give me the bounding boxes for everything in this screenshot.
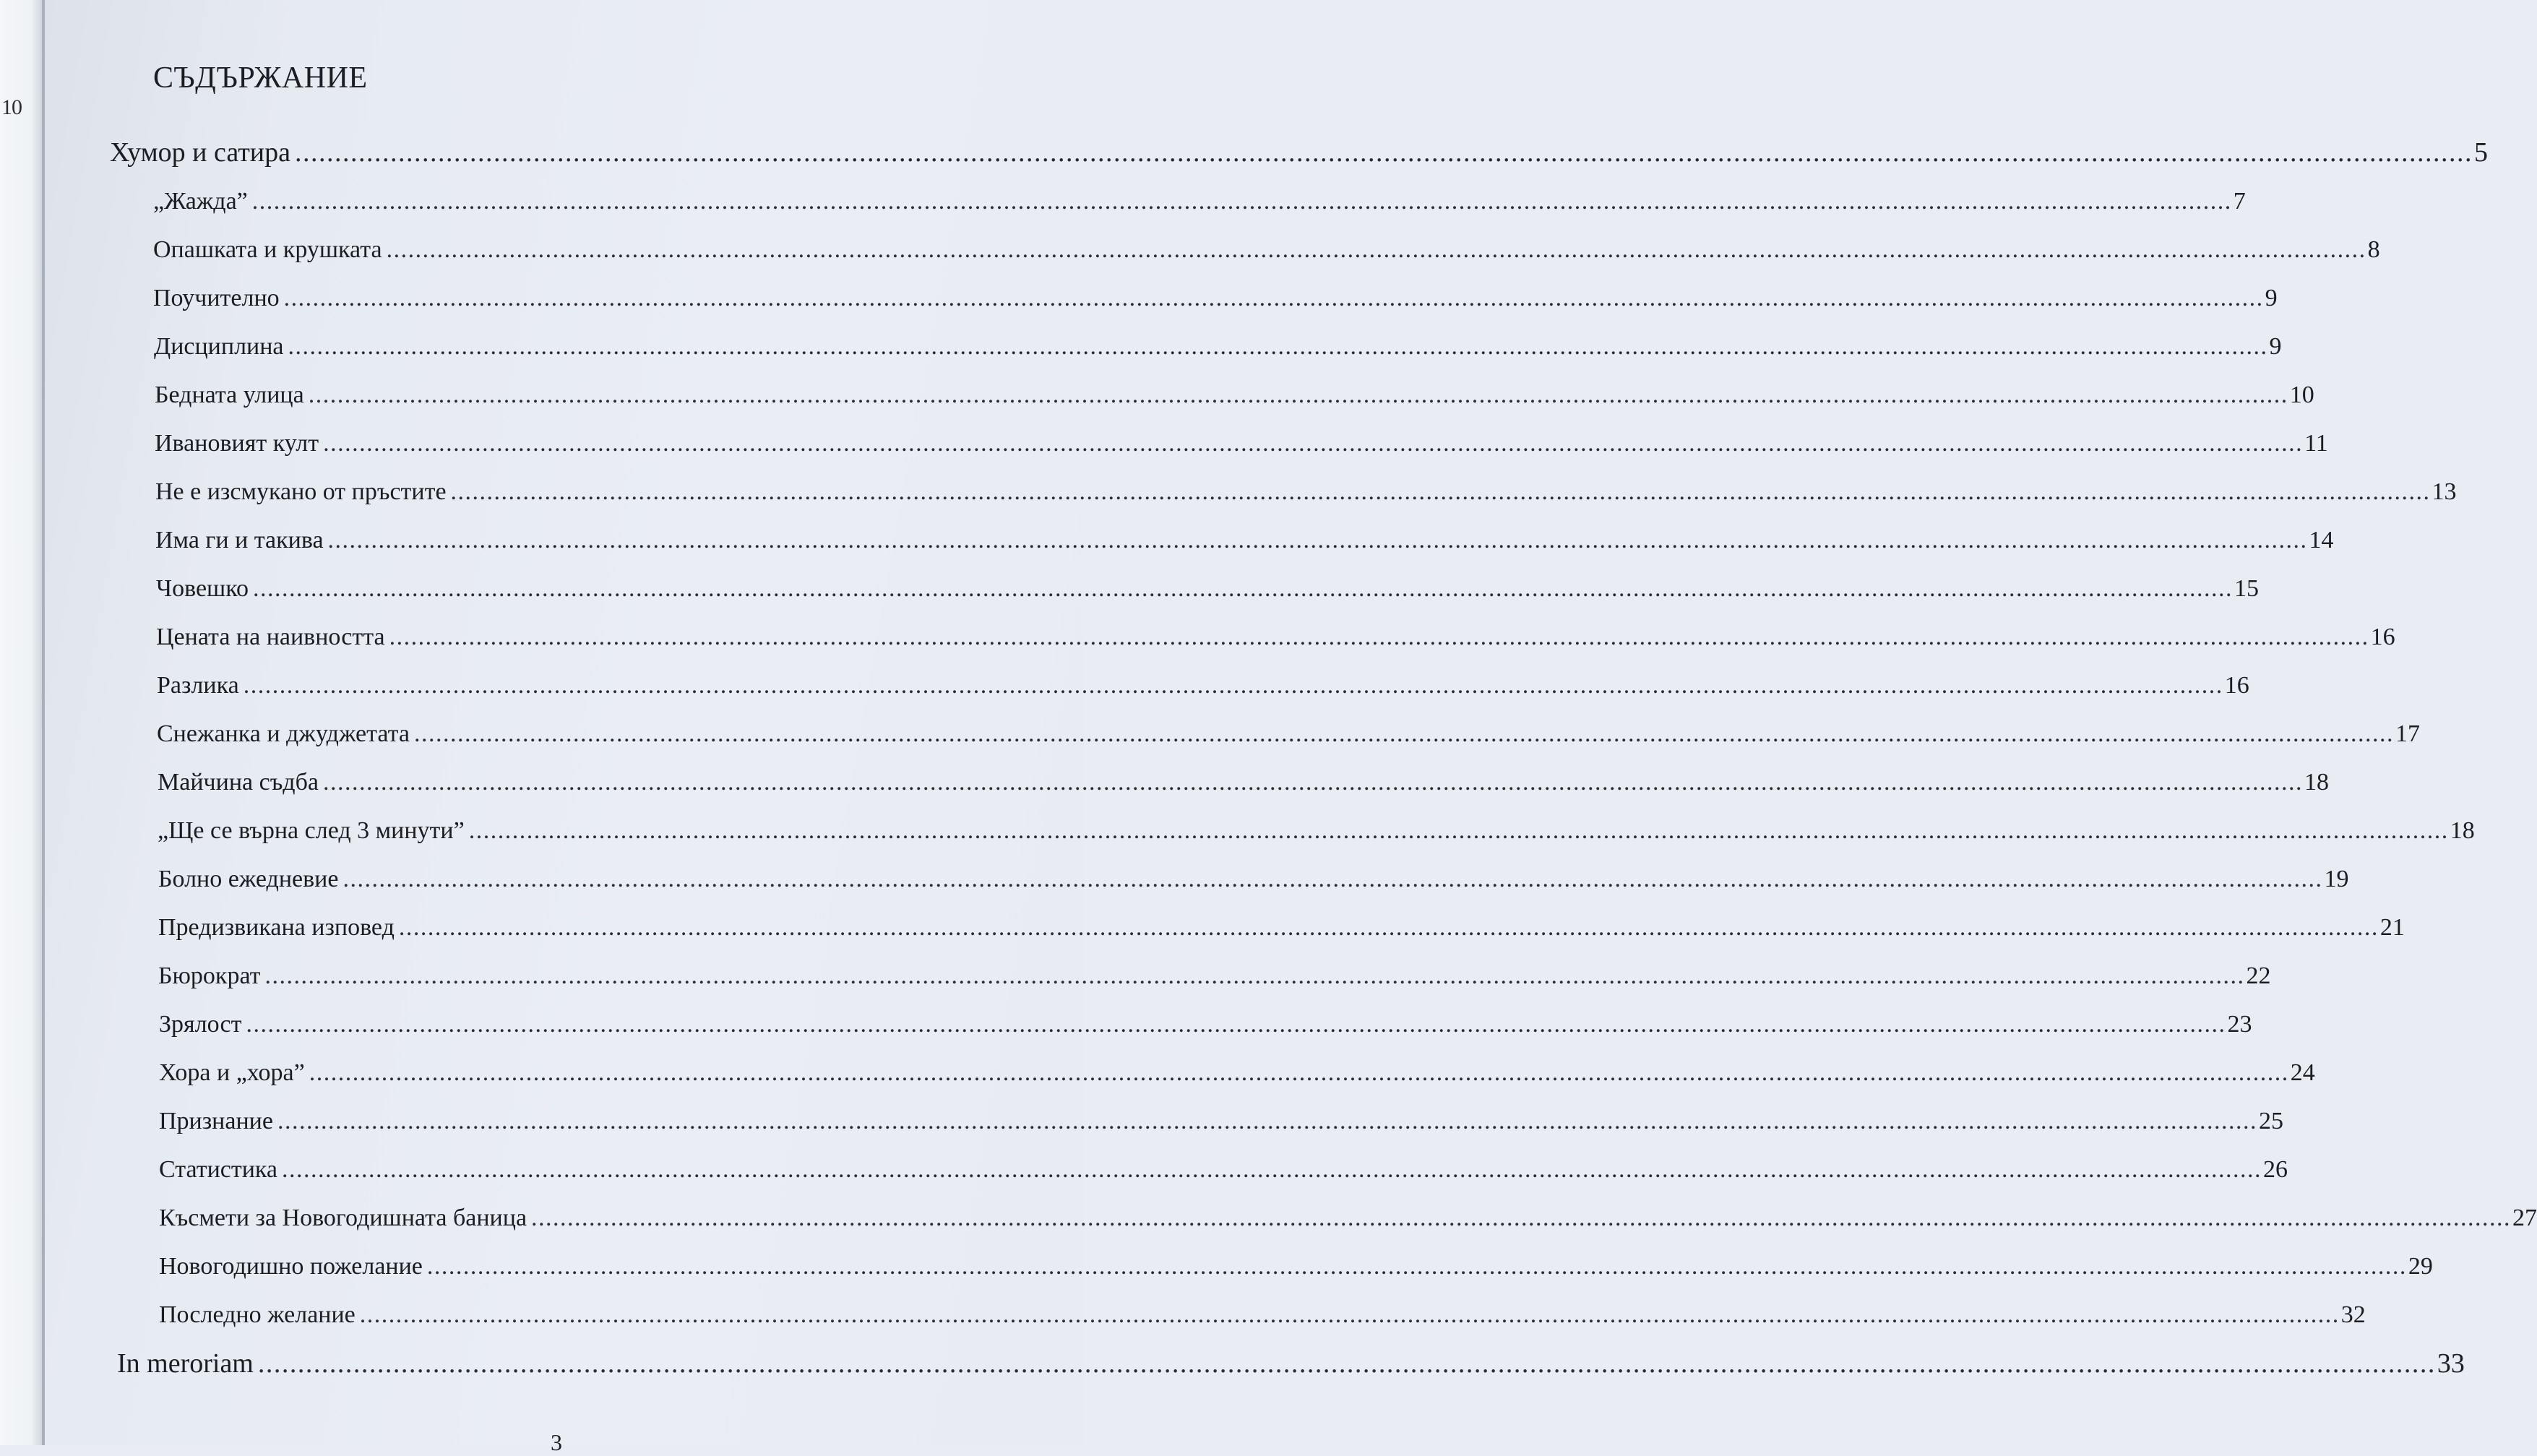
dot-leader	[389, 621, 2369, 654]
toc-entry-title: Поучително	[153, 285, 280, 311]
toc-entry-title: Цената на наивността	[156, 624, 385, 650]
toc-entry	[155, 379, 2314, 412]
dot-leader	[258, 1347, 2436, 1380]
dot-leader	[323, 427, 2303, 460]
toc-entry-page: 9	[2265, 285, 2278, 311]
toc-entry-title: Опашката и крушката	[153, 236, 382, 263]
toc-entry	[159, 1250, 2433, 1283]
toc-entry-title: Статистика	[159, 1156, 278, 1183]
toc-entry-title: Има ги и такива	[155, 527, 324, 553]
toc-entry	[158, 960, 2271, 993]
toc-entry-title: Майчина съдба	[158, 769, 319, 796]
toc-entry-page: 11	[2304, 430, 2328, 457]
toc-entry	[153, 185, 2246, 218]
toc-entry-page: 17	[2395, 720, 2420, 747]
left-facing-page	[0, 0, 45, 1445]
toc-entry	[158, 766, 2329, 799]
toc-entry-page: 21	[2379, 914, 2405, 941]
toc-entry	[159, 1105, 2283, 1138]
toc-entry-title: Разлика	[157, 672, 239, 699]
toc-entry-title: Признание	[159, 1108, 273, 1134]
toc-entry	[159, 1056, 2315, 1090]
contents-page	[45, 0, 2537, 1455]
toc-entry	[155, 475, 2457, 509]
toc-entry-page: 33	[2437, 1348, 2465, 1379]
toc-entry-title: „Ще се върна след 3 минути”	[158, 817, 465, 844]
toc-entry-page: 18	[2304, 769, 2329, 796]
toc-entry	[157, 718, 2420, 751]
toc-entry	[154, 330, 2282, 363]
dot-leader	[253, 572, 2233, 606]
toc-entry-title: Бедната улица	[155, 382, 304, 408]
dot-leader	[277, 1105, 2257, 1138]
toc-entry-page: 25	[2258, 1108, 2283, 1134]
toc-entry-page: 24	[2290, 1059, 2315, 1086]
toc-entry-title: Ивановият култ	[155, 430, 319, 457]
toc-entry	[158, 863, 2349, 896]
toc-entry-page: 18	[2450, 817, 2475, 844]
dot-leader	[328, 524, 2308, 557]
toc-entry-title: Новогодишно пожелание	[159, 1253, 423, 1280]
toc-entry	[155, 524, 2334, 557]
toc-entry	[157, 669, 2249, 702]
toc-entry	[158, 814, 2475, 848]
dot-leader	[451, 475, 2431, 509]
left-page-number: 10	[1, 95, 22, 119]
toc-entry-title: „Жажда”	[153, 188, 248, 215]
toc-entry-title: Не е изсмукано от пръстите	[155, 478, 447, 505]
toc-entry-page: 22	[2246, 962, 2271, 989]
page-title: СЪДЪРЖАНИЕ	[153, 61, 368, 95]
dot-leader	[265, 960, 2245, 993]
toc-entry-title: Човешко	[156, 575, 249, 602]
dot-leader	[244, 669, 2223, 702]
toc-entry-title: Снежанка и джуджетата	[157, 720, 410, 747]
dot-leader	[288, 330, 2268, 363]
toc-entry-page: 19	[2324, 866, 2349, 892]
toc-entry	[153, 282, 2278, 315]
toc-entry	[159, 1202, 2537, 1235]
toc-entry-page: 15	[2234, 575, 2260, 602]
toc-entry-title: Дисциплина	[154, 333, 284, 360]
toc-entry-title: Късмети за Новогодишната баница	[159, 1205, 527, 1231]
toc-entry-page: 32	[2340, 1301, 2366, 1328]
toc-entry-page: 26	[2263, 1156, 2288, 1183]
dot-leader	[282, 1153, 2262, 1186]
toc-entry-page: 14	[2309, 527, 2334, 553]
dot-leader	[295, 136, 2473, 169]
dot-leader	[252, 185, 2232, 218]
toc-entry	[159, 1298, 2366, 1332]
toc-entry	[156, 621, 2395, 654]
toc-entry-page: 29	[2408, 1253, 2433, 1280]
toc-entry-page: 8	[2367, 236, 2380, 263]
toc-entry-page: 10	[2289, 382, 2314, 408]
dot-leader	[360, 1298, 2340, 1332]
dot-leader	[309, 1056, 2289, 1090]
toc-entry-title: Последно желание	[159, 1301, 356, 1328]
toc-entry	[110, 136, 2489, 169]
table-of-contents	[45, 0, 2537, 1445]
dot-leader	[531, 1202, 2511, 1235]
dot-leader	[343, 863, 2322, 896]
toc-entry-title: In meroriam	[117, 1348, 254, 1379]
toc-entry-page: 9	[2269, 333, 2282, 360]
page-number: 3	[551, 1429, 562, 1455]
dot-leader	[414, 718, 2394, 751]
toc-entry-page: 16	[2370, 624, 2395, 650]
toc-entry-page: 5	[2474, 137, 2489, 168]
dot-leader	[309, 379, 2288, 412]
toc-entry	[153, 233, 2380, 267]
toc-entry	[158, 911, 2405, 944]
toc-entry-page: 27	[2512, 1205, 2537, 1231]
toc-entry-title: Хумор и сатира	[110, 137, 291, 168]
toc-entry	[159, 1153, 2288, 1186]
toc-entry	[156, 572, 2260, 606]
toc-entry	[117, 1347, 2465, 1380]
dot-leader	[284, 282, 2264, 315]
dot-leader	[427, 1250, 2407, 1283]
dot-leader	[323, 766, 2303, 799]
toc-entry	[159, 1008, 2252, 1041]
dot-leader	[469, 814, 2449, 848]
toc-entry-title: Предизвикана изповед	[158, 914, 395, 941]
dot-leader	[387, 233, 2366, 267]
toc-entry-page: 23	[2227, 1011, 2252, 1038]
toc-entry-title: Болно ежедневие	[158, 866, 339, 892]
toc-entry-title: Зрялост	[159, 1011, 242, 1038]
toc-entry-title: Хора и „хора”	[159, 1059, 305, 1086]
toc-entry-page: 16	[2224, 672, 2249, 699]
toc-entry-page: 13	[2432, 478, 2457, 505]
toc-entry	[155, 427, 2328, 460]
dot-leader	[399, 911, 2379, 944]
dot-leader	[246, 1008, 2226, 1041]
toc-entry-title: Бюрократ	[158, 962, 261, 989]
toc-entry-page: 7	[2233, 188, 2246, 215]
